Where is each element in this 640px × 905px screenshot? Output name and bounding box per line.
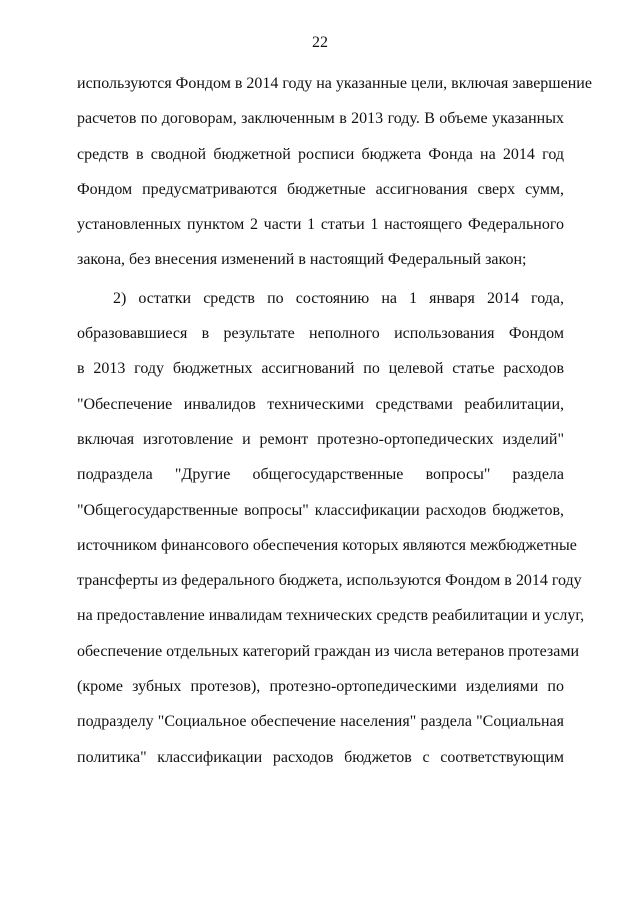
paragraph-2 (77, 281, 585, 775)
text-line: подразделу "Социальное обеспечение населения" раздела "Социальная (77, 713, 564, 731)
page-number: 22 (312, 34, 328, 51)
text-line: подраздела "Другие общегосударственные вопросы" раздела (77, 466, 564, 484)
text-line: трансферты из федерального бюджета, используются Фондом в 2014 году (77, 572, 582, 590)
text-line: расчетов по договорам, заключенным в 2013 году. В объеме указанных (77, 110, 564, 128)
text-line: включая изготовление и ремонт протезно-ортопедических изделий" (77, 430, 564, 448)
text-line: "Обеспечение инвалидов техническими средствами реабилитации, (77, 395, 564, 413)
document-body (77, 66, 592, 775)
text-line: обеспечение отдельных категорий граждан из числа ветеранов протезами (77, 642, 580, 660)
paragraph-1 (77, 66, 592, 278)
text-line: "Общегосударственные вопросы" классификации расходов бюджетов, (77, 501, 564, 519)
text-line: используются Фондом в 2014 году на указанные цели, включая завершение (77, 75, 592, 92)
text-line: установленных пунктом 2 части 1 статьи 1 настоящего Федерального (77, 216, 564, 234)
text-line: в 2013 году бюджетных ассигнований по целевой статье расходов (77, 360, 564, 378)
text-line: политика" классификации расходов бюджетов с соответствующим (77, 748, 564, 766)
text-line: 2) остатки средств по состоянию на 1 января 2014 года, (113, 289, 564, 307)
text-line: образовавшиеся в результате неполного использования Фондом (77, 325, 564, 343)
text-line: закона, без внесения изменений в настоящий Федеральный закон; (77, 251, 527, 269)
text-line: (кроме зубных протезов), протезно-ортопедическими изделиями по (77, 678, 564, 696)
text-line: на предоставление инвалидам технических средств реабилитации и услуг, (77, 607, 585, 625)
text-line: средств в сводной бюджетной росписи бюджета Фонда на 2014 год (77, 145, 564, 163)
text-line: источником финансового обеспечения которых являются межбюджетные (77, 536, 577, 554)
text-line: Фондом предусматриваются бюджетные ассигнования сверх сумм, (77, 180, 564, 198)
